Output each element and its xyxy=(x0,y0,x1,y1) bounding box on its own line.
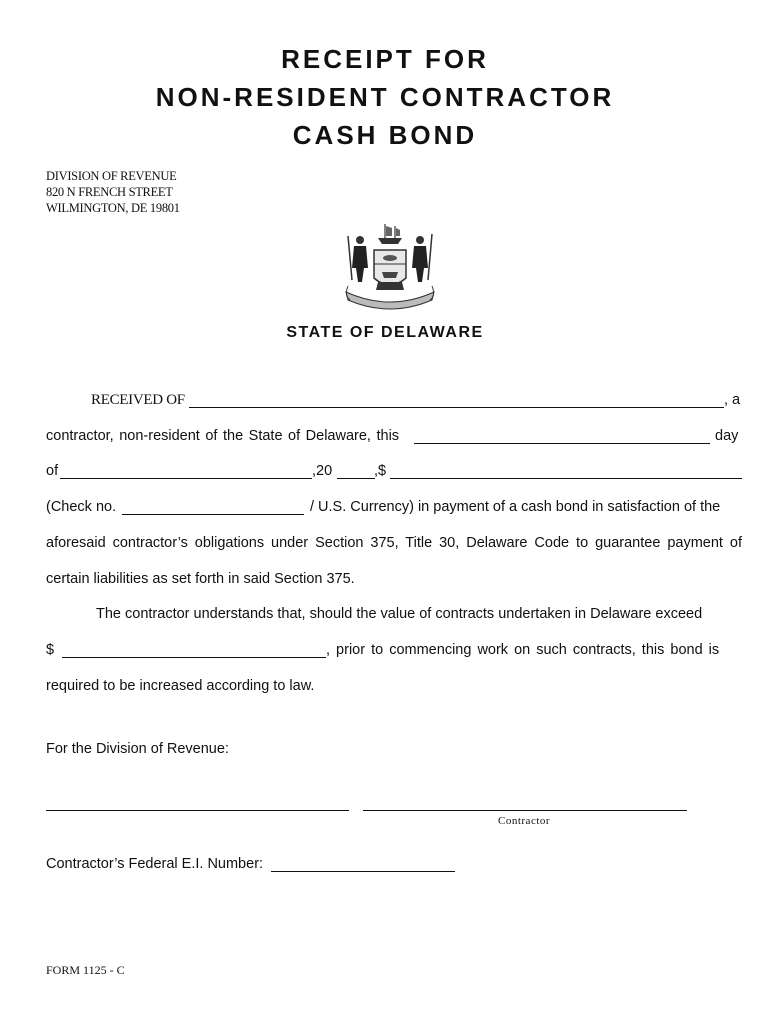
ein-field[interactable] xyxy=(271,871,455,872)
obligations-text: aforesaid contractor’s obligations under Section 375, Title 30, Delaware Code to guarantee payment of xyxy=(46,535,742,551)
of-label: of xyxy=(46,463,59,479)
address-block xyxy=(46,168,180,216)
year-prefix: ,20 xyxy=(312,463,333,479)
currency-text: / U.S. Currency) in payment of a cash bond in satisfaction of the xyxy=(310,499,721,515)
contractor-line-text: contractor, non-resident of the State of Delaware, this xyxy=(46,428,400,444)
received-of-field[interactable] xyxy=(189,407,724,408)
day-label: day xyxy=(715,428,739,444)
threshold-dollar-sign: $ xyxy=(46,642,55,658)
title-line-1: RECEIPT FOR xyxy=(281,44,489,74)
check-no-label: (Check no. xyxy=(46,499,117,515)
contractor-signature-line[interactable] xyxy=(363,810,687,811)
prior-text: , prior to commencing work on such contracts, this bond is xyxy=(326,642,720,658)
check-no-field[interactable] xyxy=(122,514,304,515)
address-line-2: 820 N FRENCH STREET xyxy=(46,185,173,199)
received-of-label: RECEIVED OF xyxy=(91,392,185,408)
threshold-amount-field[interactable] xyxy=(62,657,326,658)
amount-dollar-sign: ,$ xyxy=(374,463,387,479)
understands-text: The contractor understands that, should the value of contracts undertaken in Delaware exceed xyxy=(96,606,703,622)
a-suffix: , a xyxy=(724,392,741,408)
title-line-2: NON-RESIDENT CONTRACTOR xyxy=(155,82,615,112)
division-text: For the Division of Revenue: xyxy=(46,741,229,757)
state-heading: STATE OF DELAWARE xyxy=(286,324,484,341)
delaware-state-seal-icon xyxy=(340,220,440,312)
month-field[interactable] xyxy=(60,478,312,479)
title-line-3: CASH BOND xyxy=(292,120,478,150)
increased-text: required to be increased according to law. xyxy=(46,678,315,694)
liabilities-text: certain liabilities as set forth in said Section 375. xyxy=(46,571,355,587)
ein-label: Contractor’s Federal E.I. Number: xyxy=(46,856,264,872)
form-number: FORM 1125 - C xyxy=(46,963,125,977)
day-field[interactable] xyxy=(414,443,710,444)
amount-field[interactable] xyxy=(390,478,742,479)
contractor-label: Contractor xyxy=(498,815,551,827)
address-line-3: WILMINGTON, DE 19801 xyxy=(46,201,180,215)
year-field[interactable] xyxy=(337,478,375,479)
division-signature-line[interactable] xyxy=(46,810,349,811)
address-line-1: DIVISION OF REVENUE xyxy=(46,169,177,183)
